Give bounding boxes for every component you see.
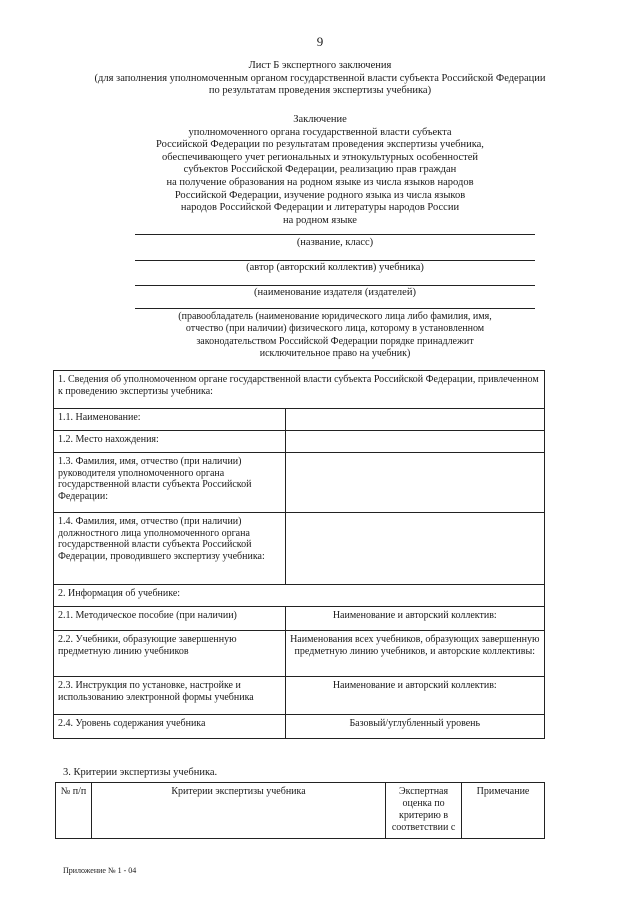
sheet-header	[60, 60, 580, 98]
row-1-4-label: 1.4. Фамилия, имя, отчество (при наличии) должностного лица уполномоченного органа государственной власти субъекта Российской Федерации, проводившего экспертизу учебника:	[54, 513, 286, 585]
rights-holder-line: исключительное право на учебник)	[259, 347, 411, 359]
rights-holder-line: (правообладатель (наименование юридического лица либо фамилия, имя,	[178, 311, 492, 322]
row-2-2-label: 2.2. Учебники, образующие завершенную предметную линию учебников	[54, 631, 286, 677]
title-fill-line[interactable]	[135, 234, 535, 235]
conclusion-line: субъектов Российской Федерации, реализацию прав граждан	[183, 164, 457, 176]
rights-holder-line: законодательством Российской Федерации порядке принадлежит	[196, 335, 474, 347]
conclusion-line: на родном языке	[283, 214, 357, 226]
author-fill-line[interactable]	[135, 260, 535, 261]
row-1-2-label: 1.2. Место нахождения:	[54, 431, 286, 453]
row-1-1-label: 1.1. Наименование:	[54, 409, 286, 431]
row-1-1-value[interactable]	[285, 409, 544, 431]
conclusion-line: народов Российской Федерации и литературы народов России	[180, 202, 460, 214]
conclusion-line: Российской Федерации, изучение родного языка из числа языков	[174, 189, 466, 201]
publisher-fill-line[interactable]	[135, 285, 535, 286]
conclusion-line: на получение образования на родном языке из числа языков народов	[166, 176, 474, 188]
page-number: 9	[316, 34, 324, 49]
conclusion-heading	[100, 114, 540, 227]
row-2-2-value[interactable]: Наименования всех учебников, образующих завершенную предметную линию учебников, и авторские коллективы:	[285, 631, 544, 677]
conclusion-line: Заключение	[293, 114, 347, 125]
row-1-2-value[interactable]	[285, 431, 544, 453]
rights-holder-line: отчество (при наличии) физического лица, которому в установленном	[185, 323, 485, 335]
sheet-subtitle-line1: (для заполнения уполномоченным органом государственной власти субъекта Российской Федерации	[94, 72, 546, 84]
criteria-col-score: Экспертная оценка по критерию в соответствии с	[386, 783, 462, 839]
sheet-subtitle-line2: по результатам проведения экспертизы учебника)	[208, 85, 432, 96]
rights-holder-caption	[150, 311, 520, 360]
row-2-4-label: 2.4. Уровень содержания учебника	[54, 715, 286, 739]
author-caption: (автор (авторский коллектив) учебника)	[246, 262, 424, 273]
row-1-4-value[interactable]	[285, 513, 544, 585]
criteria-col-note: Примечание	[462, 783, 545, 839]
expert-info-table	[53, 370, 545, 739]
title-caption: (название, класс)	[296, 237, 374, 248]
conclusion-line: уполномоченного органа государственной власти субъекта	[188, 126, 452, 138]
row-1-3-label: 1.3. Фамилия, имя, отчество (при наличии) руководителя уполномоченного органа государственной власти субъекта Российской Федерации:	[54, 453, 286, 513]
criteria-table	[55, 782, 545, 839]
row-2-4-value[interactable]: Базовый/углубленный уровень	[285, 715, 544, 739]
sheet-title: Лист Б экспертного заключения	[248, 60, 392, 71]
appendix-footer: Приложение № 1 - 04	[63, 866, 137, 875]
conclusion-line: Российской Федерации по результатам проведения экспертизы учебника,	[156, 139, 484, 151]
section2-header: 2. Информация об учебнике:	[54, 585, 545, 607]
row-2-1-value[interactable]: Наименование и авторский коллектив:	[285, 607, 544, 631]
row-1-3-value[interactable]	[285, 453, 544, 513]
conclusion-line: обеспечивающего учет региональных и этнокультурных особенностей	[161, 151, 479, 163]
publisher-caption: (наименование издателя (издателей)	[254, 287, 416, 298]
rights-holder-fill-line[interactable]	[135, 308, 535, 309]
row-2-1-label: 2.1. Методическое пособие (при наличии)	[54, 607, 286, 631]
section3-title: 3. Критерии экспертизы учебника.	[63, 767, 218, 778]
row-2-3-label: 2.3. Инструкция по установке, настройке и использованию электронной формы учебника	[54, 677, 286, 715]
section1-header: 1. Сведения об уполномоченном органе государственной власти субъекта Российской Федерации, привлеченном к проведению экспертизы учебника:	[54, 371, 545, 409]
criteria-col-number: № п/п	[56, 783, 92, 839]
criteria-col-criteria: Критерии экспертизы учебника	[91, 783, 385, 839]
row-2-3-value[interactable]: Наименование и авторский коллектив:	[285, 677, 544, 715]
